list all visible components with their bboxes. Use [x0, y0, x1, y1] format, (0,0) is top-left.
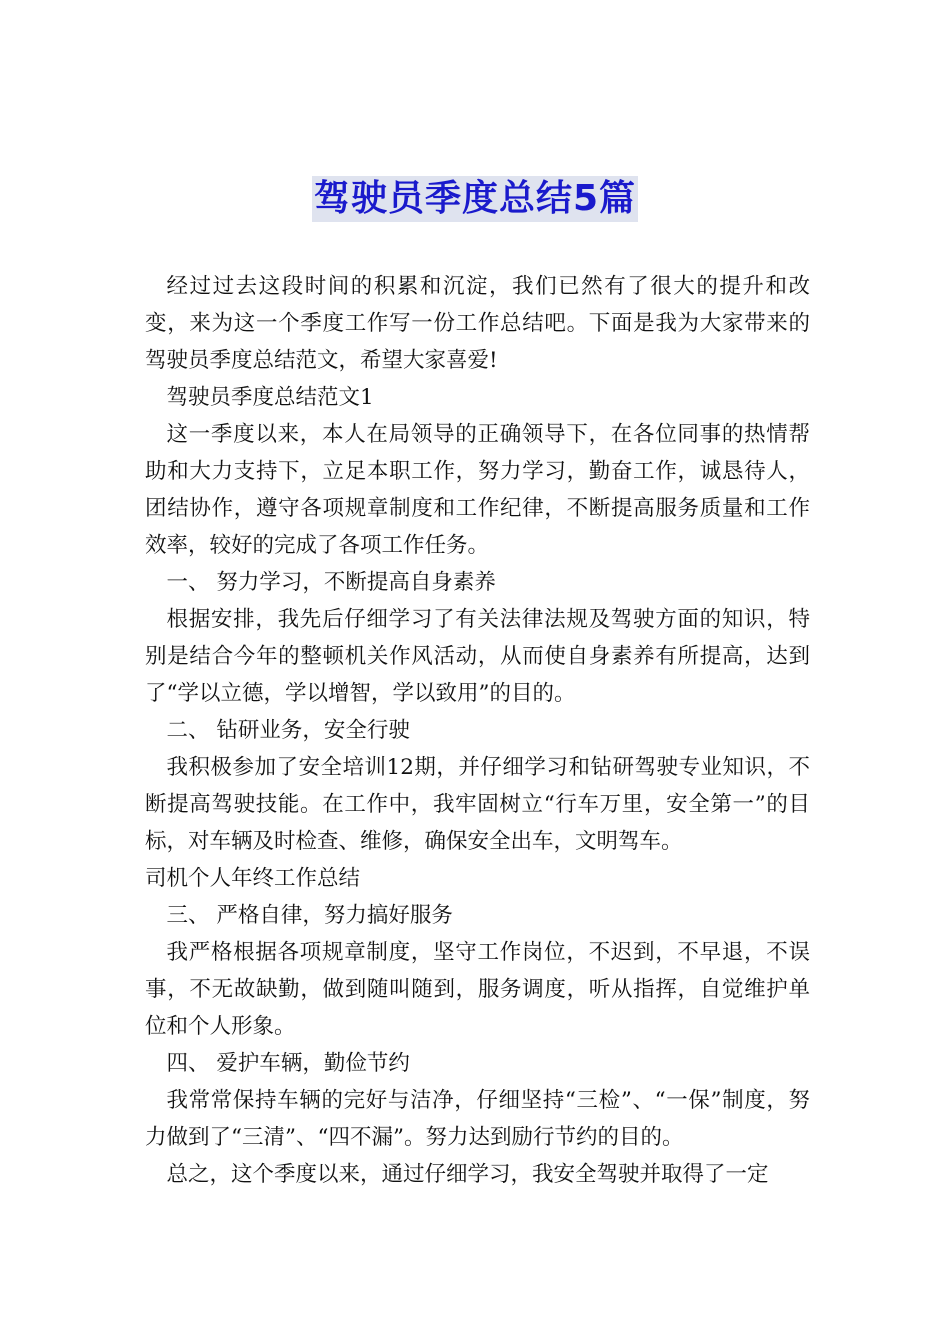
- inline-link-text: 司机个人年终工作总结: [145, 866, 361, 891]
- section-title-sample-1: 驾驶员季度总结范文1: [166, 385, 374, 410]
- body-paragraph: 根据安排，我先后仔细学习了有关法律法规及驾驶方面的知识，特别是结合今年的整顿机关作风活动，从而使自身素养有所提高，达到了“学以立德，学以增智，学以致用”的目的。: [145, 607, 810, 706]
- body-paragraph: 这一季度以来，本人在局领导的正确领导下，在各位同事的热情帮助和大力支持下，立足本职工作，努力学习，勤奋工作，诚恳待人，团结协作，遵守各项规章制度和工作纪律，不断提高服务质量和工作效率，较好的完成了各项工作任务。: [145, 422, 810, 558]
- section-heading-4: 四、 爱护车辆，勤俭节约: [166, 1051, 410, 1076]
- body-paragraph: 总之，这个季度以来，通过仔细学习，我安全驾驶并取得了一定: [166, 1162, 769, 1187]
- section-heading-1: 一、 努力学习，不断提高自身素养: [166, 570, 496, 595]
- section-heading-2: 二、 钻研业务，安全行驶: [166, 718, 410, 743]
- section-heading-3: 三、 严格自律，努力搞好服务: [166, 903, 453, 928]
- body-paragraph: 我积极参加了安全培训12期，并仔细学习和钻研驾驶专业知识，不断提高驾驶技能。在工作中，我牢固树立“行车万里，安全第一”的目标，对车辆及时检查、维修，确保安全出车，文明驾车。: [145, 755, 810, 854]
- document-title: 驾驶员季度总结5篇: [312, 176, 638, 222]
- intro-paragraph: 经过过去这段时间的积累和沉淀，我们已然有了很大的提升和改变，来为这一个季度工作写一份工作总结吧。下面是我为大家带来的驾驶员季度总结范文，希望大家喜爱!: [145, 274, 810, 373]
- body-paragraph: 我常常保持车辆的完好与洁净，仔细坚持“三检”、“一保”制度，努力做到了“三清”、“四不漏”。努力达到励行节约的目的。: [145, 1088, 810, 1150]
- title-container: [0, 176, 950, 222]
- document-body: [145, 268, 810, 1193]
- body-paragraph: 我严格根据各项规章制度，坚守工作岗位，不迟到，不早退，不误事，不无故缺勤，做到随叫随到，服务调度，听从指挥，自觉维护单位和个人形象。: [145, 940, 810, 1039]
